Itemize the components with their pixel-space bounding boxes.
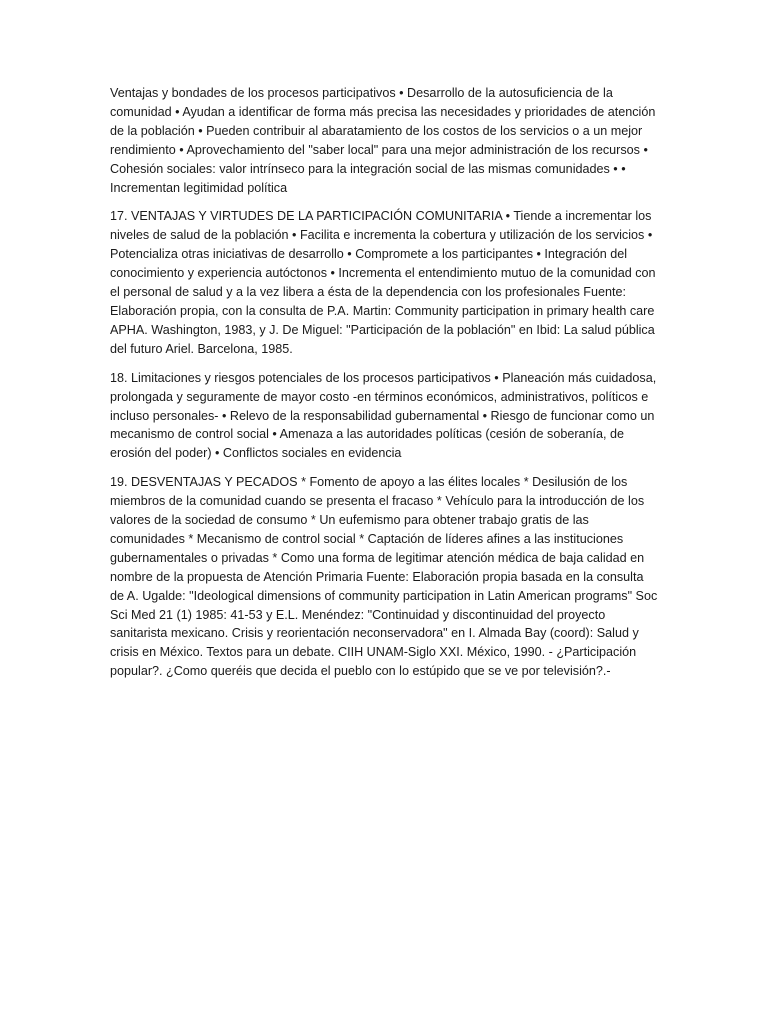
document-body	[110, 84, 660, 691]
paragraph-17-ventajas-virtudes: 17. VENTAJAS Y VIRTUDES DE LA PARTICIPACIÓN COMUNITARIA • Tiende a incrementar los niveles de salud de la población • Facilita e incrementa la cobertura y utilización de los servicios • Potencializa otras iniciativas de desarrollo • Compromete a los participantes • Integración del conocimiento y experiencia autóctonos • Incrementa el entendimiento mutuo de la comunidad con el personal de salud y a la vez libera a ésta de la dependencia con los profesionales Fuente: Elaboración propia, con la consulta de P.A. Martin: Community participation in primary health care APHA. Washington, 1983, y J. De Miguel: "Participación de la población" en Ibid: La salud pública del futuro Ariel. Barcelona, 1985.	[110, 209, 656, 356]
paragraph-18-limitaciones-riesgos: 18. Limitaciones y riesgos potenciales de los procesos participativos • Planeación más cuidadosa, prolongada y seguramente de mayor costo -en términos económicos, administrativos, políticos e incluso personales- • Relevo de la responsabilidad gubernamental • Riesgo de funcionar como un mecanismo de control social • Amenaza a las autoridades políticas (cesión de soberanía, de erosión del poder) • Conflictos sociales en evidencia	[110, 370, 657, 461]
paragraph-19-desventajas-pecados: 19. DESVENTAJAS Y PECADOS * Fomento de apoyo a las élites locales * Desilusión de los miembros de la comunidad cuando se presenta el fracaso * Vehículo para la introducción de los valores de la sociedad de consumo * Un eufemismo para obtener trabajo gratis de las comunidades * Mecanismo de control social * Captación de líderes afines a las instituciones gubernamentales o privadas * Como una forma de legitimar atención médica de baja calidad en nombre de la propuesta de Atención Primaria Fuente: Elaboración propia basada en la consulta de A. Ugalde: "Ideological dimensions of community participation in Latin American programs" Soc Sci Med 21 (1) 1985: 41-53 y E.L. Menéndez: "Continuidad y discontinuidad del proyecto sanitarista mexicano. Crisis y reorientación neconservadora" en I. Almada Bay (coord): Salud y crisis en México. Textos para un debate. CIIH UNAM-Siglo XXI. México, 1990. - ¿Participación popular?. ¿Como queréis que decida el pueblo con lo estúpido que se ve por televisión?.-	[110, 475, 658, 679]
paragraph-ventajas-bondades: Ventajas y bondades de los procesos participativos • Desarrollo de la autosuficiencia de la comunidad • Ayudan a identificar de forma más precisa las necesidades y prioridades de atención de la población • Pueden contribuir al abaratamiento de los costos de los servicios o a un mejor rendimiento • Aprovechamiento del "saber local" para una mejor administración de los recursos • Cohesión sociales: valor intrínseco para la integración social de las mismas comunidades • • Incrementan legitimidad política	[110, 86, 656, 195]
